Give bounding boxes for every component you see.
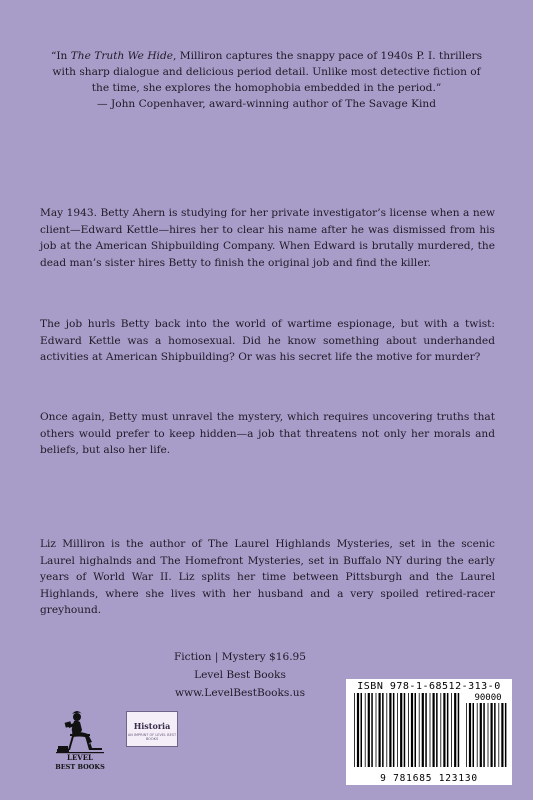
barcode-bar — [408, 693, 409, 767]
barcode-bar — [443, 693, 445, 767]
barcode-bar — [379, 693, 381, 767]
category-price: Fiction | Mystery $16.95 — [173, 651, 307, 663]
barcode-bar — [415, 693, 417, 767]
ean-digits: 9 781685 123130 — [380, 773, 478, 784]
barcode-bar — [368, 693, 370, 767]
barcode-bar — [491, 703, 493, 767]
barcode-bar — [357, 693, 359, 767]
barcode-bar — [397, 693, 398, 767]
isbn-text: ISBN 978-1-68512-313-0 — [357, 681, 501, 692]
barcode-bar — [458, 693, 460, 767]
barcode-bar — [411, 693, 413, 767]
barcode-bar — [389, 693, 391, 767]
barcode-bar — [477, 703, 478, 767]
barcode-bar — [501, 703, 503, 767]
barcode-bar — [365, 693, 366, 767]
barcode-bar — [466, 703, 467, 767]
barcode-bar — [498, 703, 499, 767]
barcode-bar — [451, 693, 452, 767]
barcode-bars — [346, 693, 512, 773]
barcode-bar — [400, 693, 402, 767]
barcode-bar — [436, 693, 438, 767]
historia-logo-tagline: AN IMPRINT OF LEVEL BEST BOOKS — [127, 733, 177, 741]
historia-logo — [126, 711, 178, 747]
barcode-bar — [440, 693, 441, 767]
quote-attribution: — John Copenhaver, award-winning author of The Savage Kind — [97, 98, 436, 110]
barcode-bar — [447, 693, 449, 767]
publisher-name: Level Best Books — [194, 669, 286, 681]
publisher-url: www.LevelBestBooks.us — [174, 687, 306, 699]
barcode-bar — [480, 703, 482, 767]
barcode-bar — [425, 693, 427, 767]
barcode-bar — [376, 693, 377, 767]
barcode-bar — [483, 703, 485, 767]
barcode-bar — [386, 693, 387, 767]
barcode-bar — [382, 693, 384, 767]
barcode-bar — [419, 693, 420, 767]
level-best-books-logo — [50, 708, 110, 772]
barcode-bar — [404, 693, 406, 767]
blurb-paragraph-2: The job hurls Betty back into the world of wartime espionage, but with a twist: Edward Kettle was a homosexual. Did he know something about underhanded activities at American Shipbuilding? Or was his secret life the motive for murder? — [40, 318, 495, 364]
barcode-bar — [371, 693, 373, 767]
barcode-bar — [354, 693, 355, 767]
barcode-bar — [488, 703, 489, 767]
blurb-paragraph-3: Once again, Betty must unravel the mystery, which requires uncovering truths that others would prefer to keep hidden—a job that threatens not only her morals and beliefs, but also her life. — [40, 411, 495, 457]
barcode-bar — [473, 703, 475, 767]
barcode-bar — [393, 693, 395, 767]
barcode-bar — [494, 703, 496, 767]
barcode-bar — [433, 693, 435, 767]
blurb-paragraph-1: May 1943. Betty Ahern is studying for her private investigator’s license when a new client—Edward Kettle—hires her to clear his name after he was dismissed from his job at the American Shipbuilding Company. When Edward is brutally murdered, the dead man’s sister hires Betty to finish the original job and find the killer. — [40, 207, 495, 269]
level-logo-line1: LEVEL — [67, 753, 93, 762]
barcode-bar — [505, 703, 507, 767]
author-bio: Liz Milliron is the author of The Laurel Highlands Mysteries, set in the scenic Laurel highalnds and The Homefront Mysteries, set in Buffalo NY during the early years of World War II. Liz splits her time between Pittsburgh and the Laurel Highlands, where she lives with her husband and a very spoiled retired-racer greyhound. — [40, 538, 495, 617]
barcode-bar — [422, 693, 424, 767]
quote-book-title: The Truth We Hide — [70, 50, 173, 62]
barcode-bar — [361, 693, 363, 767]
review-quote: “In The Truth We Hide, Milliron captures the snappy pace of 1940s P. I. thrillers with sharp dialogue and delicious period detail. Unlike most detective fiction of the time, she explores the homophobia embedded in the period.” — John Copenhaver, award-winning author of The Savage Kind — [50, 50, 483, 110]
quote-body: , Milliron captures the snappy pace of 1940s P. I. thrillers with sharp dialogue and delicious period detail. Unlike most detective fiction of the time, she explores the homophobia embedded in the period.” — [52, 50, 483, 94]
publisher-info — [160, 648, 320, 702]
price-code: 90000 — [474, 693, 502, 703]
level-logo-line2: BEST BOOKS — [55, 763, 105, 771]
barcode-bar — [454, 693, 456, 767]
barcode-bar — [430, 693, 431, 767]
isbn-barcode — [346, 679, 512, 785]
barcode-bar — [469, 703, 471, 767]
historia-logo-name: Historia — [133, 721, 171, 731]
